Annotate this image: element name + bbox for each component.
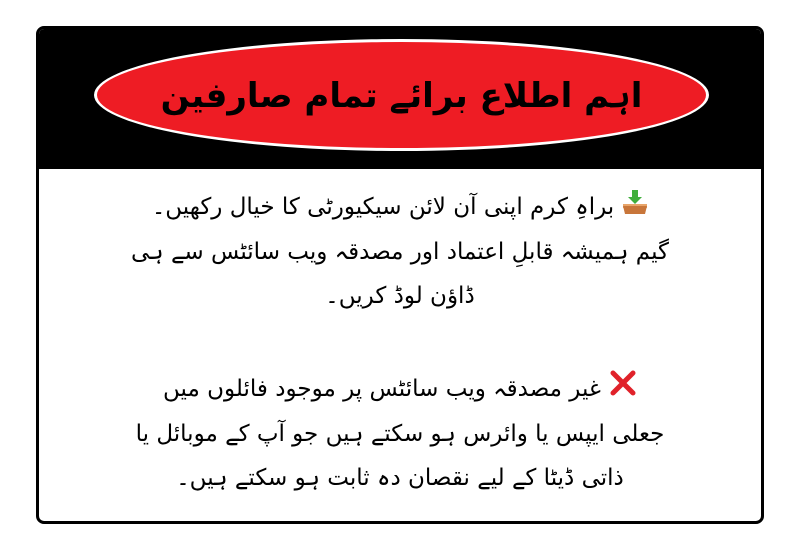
notice-header (39, 29, 761, 169)
paragraph-line (59, 185, 741, 230)
notice-card (36, 26, 764, 524)
paragraph-line-text: براہِ کرم اپنی آن لائن سیکیورٹی کا خیال رکھیں۔ (151, 194, 615, 220)
paragraph-line (59, 367, 741, 412)
notice-title: اہم اطلاع برائے تمام صارفین (160, 75, 643, 116)
notice-body (39, 169, 761, 521)
download-tray-icon (622, 186, 648, 230)
paragraph-line: گیم ہمیشہ قابلِ اعتماد اور مصدقہ ویب سائٹس سے ہی (131, 238, 669, 265)
red-cross-icon (609, 368, 637, 412)
paragraph-line: ذاتی ڈیٹا کے لیے نقصان دہ ثابت ہو سکتے ہیں۔ (176, 464, 624, 491)
paragraph-line-text: غیر مصدقہ ویب سائٹس پر موجود فائلوں میں (163, 376, 601, 402)
paragraph-line: جعلی ایپس یا وائرس ہو سکتے ہیں جو آپ کے موبائل یا (135, 420, 665, 447)
safety-paragraph (59, 185, 741, 318)
paragraph-line: ڈاؤن لوڈ کریں۔ (325, 282, 475, 309)
warning-paragraph (59, 367, 741, 500)
title-banner (94, 39, 709, 151)
